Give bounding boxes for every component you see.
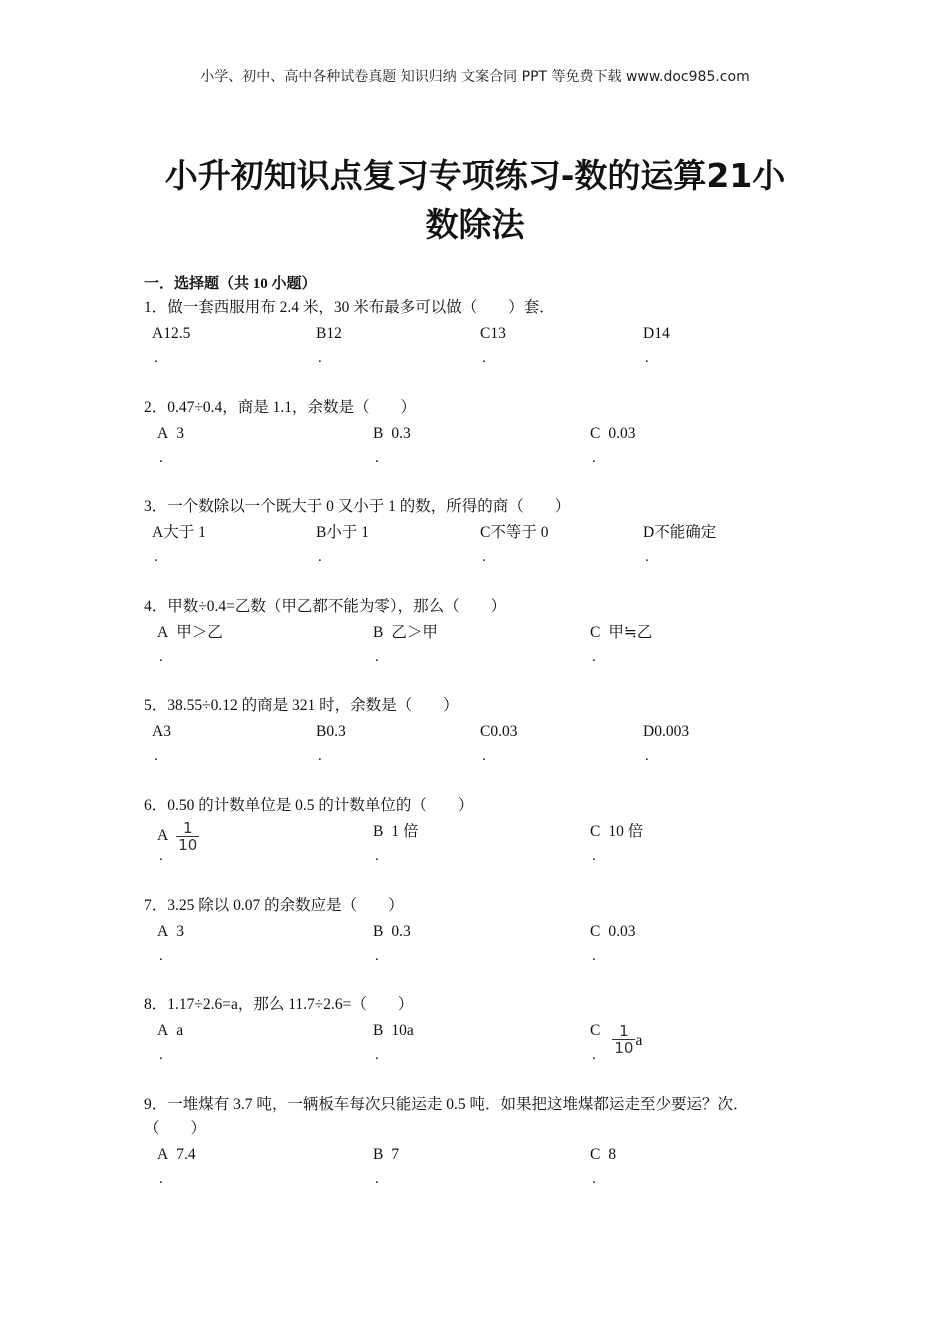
- option-c[interactable]: C13 .: [480, 325, 506, 366]
- option-d[interactable]: D14 .: [643, 325, 670, 366]
- option-a[interactable]: A 7.4 .: [157, 1146, 196, 1187]
- question-5: [0, 694, 950, 784]
- option-c[interactable]: C不等于 0 .: [480, 524, 549, 565]
- option-a[interactable]: A 3 .: [157, 425, 184, 466]
- document-title-line-2: 数除法: [425, 205, 525, 244]
- question-7: [0, 894, 950, 984]
- option-c[interactable]: C $\frac{1}{10}$ a .: [590, 1022, 643, 1063]
- option-c[interactable]: C 甲≒乙 .: [590, 624, 653, 665]
- question-6: [0, 794, 950, 884]
- question-4: [0, 595, 950, 685]
- option-a[interactable]: A 3 .: [157, 923, 184, 964]
- option-b[interactable]: B 7 .: [373, 1146, 400, 1187]
- question-stem: 3．一个数除以一个既大于 0 又小于 1 的数，所得的商（ ）: [144, 498, 571, 515]
- option-b[interactable]: B0.3 .: [316, 723, 346, 764]
- option-c[interactable]: C0.03 .: [480, 723, 518, 764]
- fraction-one-tenth: $\frac{1}{10}$: [614, 1022, 634, 1057]
- option-d[interactable]: D0.003 .: [643, 723, 690, 764]
- question-stem: 9．一堆煤有 3.7 吨，一辆板车每次只能运走 0.5 吨．如果把这堆煤都运走至少要运？次．（ ）: [144, 1096, 749, 1137]
- question-stem: 6．0.50 的计数单位是 0.5 的计数单位的（ ）: [144, 797, 474, 814]
- question-stem: 4．甲数÷0.4=乙数（甲乙都不能为零），那么（ ）: [144, 598, 507, 615]
- option-b[interactable]: B 10a .: [373, 1022, 414, 1063]
- document-title-line-1: 小升初知识点复习专项练习-数的运算21小: [164, 156, 786, 195]
- option-b[interactable]: B 0.3 .: [373, 425, 411, 466]
- fraction-one-tenth: $\frac{1}{10}$: [178, 819, 198, 854]
- question-3: [0, 495, 950, 585]
- question-stem: 2．0.47÷0.4，商是 1.1，余数是（ ）: [144, 399, 417, 416]
- option-a[interactable]: A12.5 .: [152, 325, 191, 366]
- question-stem: 5．38.55÷0.12 的商是 321 时，余数是（ ）: [144, 697, 459, 714]
- option-d[interactable]: D不能确定 .: [643, 524, 717, 565]
- question-9: [0, 1093, 950, 1203]
- option-a[interactable]: A 甲＞乙 .: [157, 624, 223, 665]
- question-stem: 8．1.17÷2.6=a，那么 11.7÷2.6=（ ）: [144, 996, 414, 1013]
- option-c[interactable]: C 0.03 .: [590, 923, 636, 964]
- question-1: [0, 296, 950, 386]
- question-8: [0, 993, 950, 1083]
- option-a[interactable]: A大于 1 .: [152, 524, 206, 565]
- option-b[interactable]: B 0.3 .: [373, 923, 411, 964]
- option-a[interactable]: A a .: [157, 1022, 184, 1063]
- question-stem: 1．做一套西服用布 2.4 米，30 米布最多可以做（ ）套．: [144, 299, 555, 316]
- option-b[interactable]: B 1 倍 .: [373, 823, 419, 864]
- section-heading: 一．选择题（共 10 小题）: [144, 276, 317, 292]
- question-2: [0, 396, 950, 486]
- site-header: 小学、初中、高中各种试卷真题 知识归纳 文案合同 PPT 等免费下载 www.doc985.com: [200, 69, 750, 85]
- option-c[interactable]: C 0.03 .: [590, 425, 636, 466]
- option-c[interactable]: C 8 .: [590, 1146, 617, 1187]
- option-b[interactable]: B 乙＞甲 .: [373, 624, 438, 665]
- option-a[interactable]: A3 .: [152, 723, 171, 764]
- option-b[interactable]: B小于 1 .: [316, 524, 369, 565]
- option-c[interactable]: C 10 倍 .: [590, 823, 644, 864]
- question-stem: 7．3.25 除以 0.07 的余数应是（ ）: [144, 897, 404, 914]
- option-b[interactable]: B12 .: [316, 325, 342, 366]
- option-a[interactable]: A $\frac{1}{10}$ .: [157, 819, 198, 864]
